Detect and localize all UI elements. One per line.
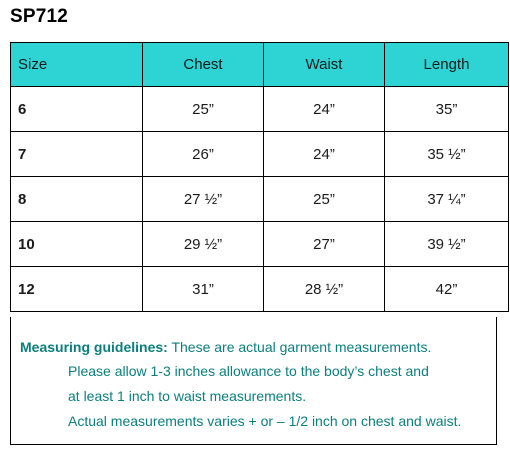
- length-cell: 35 ½”: [385, 132, 509, 177]
- waist-cell: 27”: [264, 222, 385, 267]
- header-row: [11, 43, 509, 87]
- guidelines-line-2: Please allow 1-3 inches allowance to the body’s chest and: [68, 363, 429, 379]
- waist-cell: 25”: [264, 177, 385, 222]
- table-row: [11, 267, 509, 312]
- length-cell: 42”: [385, 267, 509, 312]
- length-cell: 37 ¼”: [385, 177, 509, 222]
- size-cell: 12: [11, 267, 143, 312]
- table-row: [11, 87, 509, 132]
- header-size: Size: [11, 43, 143, 87]
- chest-cell: 29 ½”: [143, 222, 264, 267]
- size-cell: 10: [11, 222, 143, 267]
- guidelines-line-1: [20, 339, 431, 355]
- waist-cell: 28 ½”: [264, 267, 385, 312]
- chest-cell: 31”: [143, 267, 264, 312]
- size-chart-table: [10, 42, 509, 312]
- guidelines-heading: Measuring guidelines:: [20, 339, 168, 355]
- length-cell: 35”: [385, 87, 509, 132]
- guidelines-line-3: at least 1 inch to waist measurements.: [68, 388, 307, 404]
- size-cell: 6: [11, 87, 143, 132]
- table-row: [11, 177, 509, 222]
- length-cell: 39 ½”: [385, 222, 509, 267]
- table-row: [11, 222, 509, 267]
- header-length: Length: [385, 43, 509, 87]
- chest-cell: 26”: [143, 132, 264, 177]
- waist-cell: 24”: [264, 132, 385, 177]
- header-waist: Waist: [264, 43, 385, 87]
- measuring-guidelines-box: [10, 317, 497, 445]
- size-cell: 7: [11, 132, 143, 177]
- size-cell: 8: [11, 177, 143, 222]
- header-chest: Chest: [143, 43, 264, 87]
- table-row: [11, 132, 509, 177]
- chest-cell: 27 ½”: [143, 177, 264, 222]
- guidelines-text-1: These are actual garment measurements.: [167, 339, 432, 355]
- guidelines-line-4: Actual measurements varies + or – 1/2 inch on chest and waist.: [68, 413, 462, 429]
- chest-cell: 25”: [143, 87, 264, 132]
- product-code-title: SP712: [10, 6, 69, 27]
- waist-cell: 24”: [264, 87, 385, 132]
